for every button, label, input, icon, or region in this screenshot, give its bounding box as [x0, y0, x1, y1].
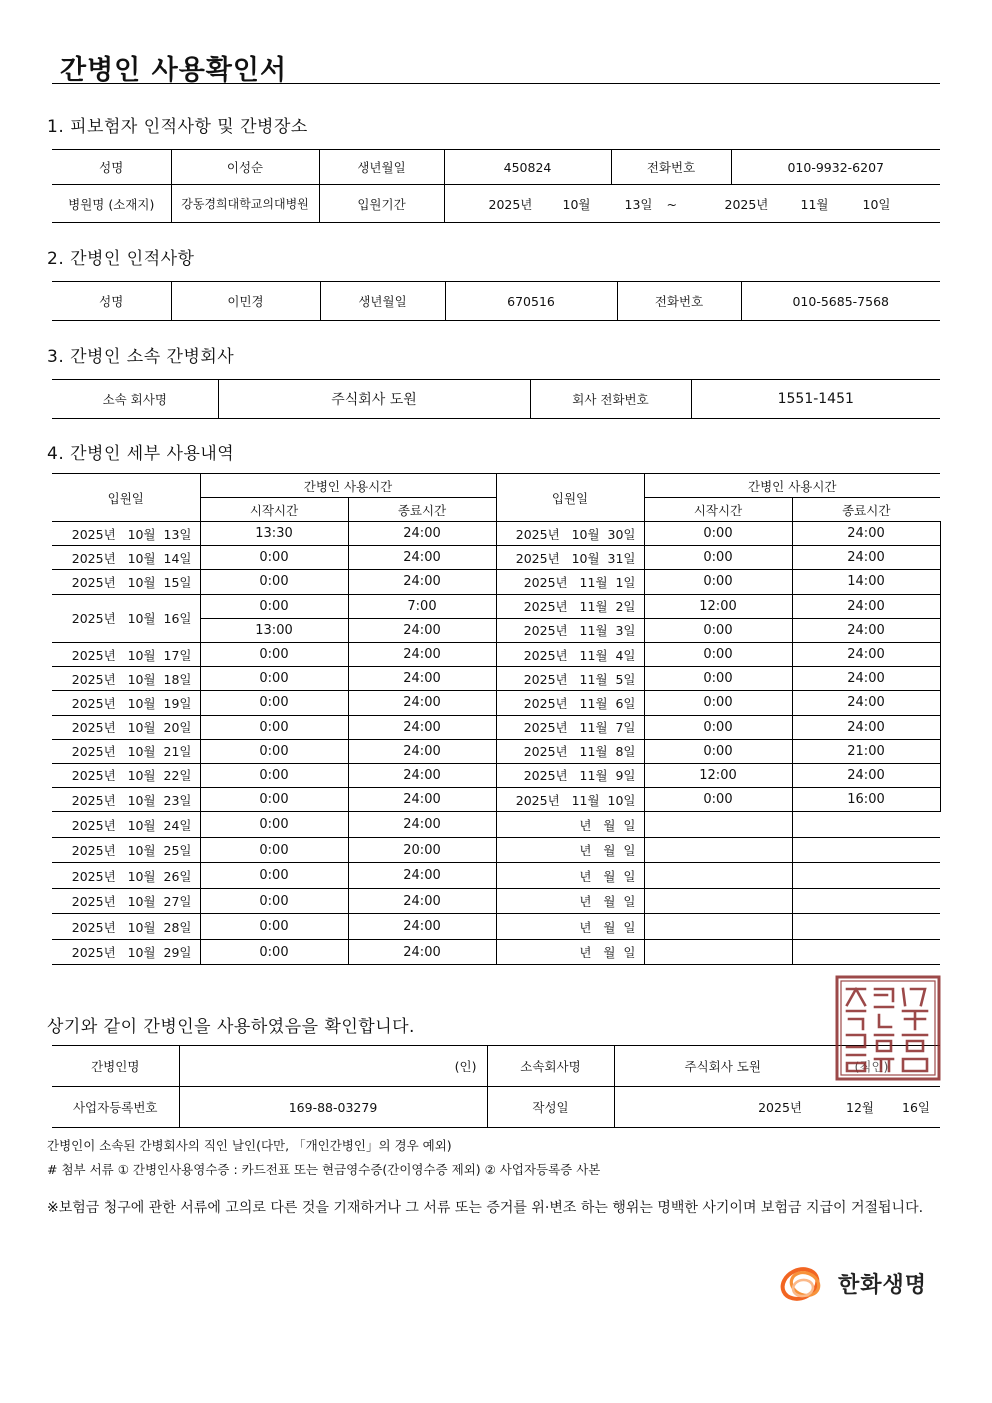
right-start-time: 0:00: [644, 642, 792, 666]
right-date: 년 월 일: [496, 939, 644, 965]
right-date: 2025년 11월 1일: [496, 570, 644, 594]
right-start-time: [644, 888, 792, 914]
period-end-year: 2025년: [724, 196, 769, 212]
left-end-time: 24:00: [348, 546, 496, 570]
right-start-time: [644, 863, 792, 889]
insured-birth-label: 생년월일: [319, 150, 444, 185]
company-phone-label: 회사 전화번호: [530, 380, 691, 419]
right-end-time: [792, 888, 940, 914]
right-start-time: 0:00: [644, 667, 792, 691]
right-start-time: 0:00: [644, 546, 792, 570]
right-end-time: 24:00: [792, 715, 940, 739]
caregiver-birth-label: 생년월일: [320, 282, 445, 321]
period-end-day: 10일: [862, 196, 891, 212]
usage-detail-table: [52, 473, 941, 965]
left-date: 2025년 10월 24일: [52, 812, 200, 838]
right-date: 2025년 11월 7일: [496, 715, 644, 739]
right-start-time: 0:00: [644, 618, 792, 642]
right-date: 2025년 10월 30일: [496, 522, 644, 546]
right-start-time: 0:00: [644, 691, 792, 715]
left-date: 2025년 10월 16일: [52, 594, 200, 642]
usage-row: [52, 739, 940, 763]
caregiver-birth-value: 670516: [445, 282, 617, 321]
left-end-time: 7:00: [348, 594, 496, 618]
usage-row: [52, 763, 940, 787]
caregiver-name-value: 이민경: [171, 282, 320, 321]
col-header-usage-right: 간병인 사용시간: [644, 474, 940, 498]
company-name-value: 주식회사 도원: [218, 380, 530, 419]
confirmation-statement: 상기와 같이 간병인을 사용하였음을 확인합니다.: [47, 1017, 415, 1037]
seal-note: 간병인이 소속된 간병회사의 직인 날인(다만, 「개인간병인」의 경우 예외): [47, 1138, 452, 1153]
usage-row: [52, 788, 940, 812]
left-start-time: 0:00: [200, 788, 348, 812]
left-end-time: 24:00: [348, 939, 496, 965]
insured-name-value: 이성순: [171, 150, 319, 185]
col-header-end-left: 종료시간: [348, 498, 496, 522]
insured-info-table: [52, 149, 940, 223]
written-date-cell: [614, 1087, 940, 1128]
caregiver-sign-label: 간병인명: [52, 1046, 179, 1087]
left-date: 2025년 10월 23일: [52, 788, 200, 812]
usage-row: [52, 863, 940, 889]
admission-period: [444, 185, 940, 223]
left-start-time: 0:00: [200, 812, 348, 838]
confirmation-table: [52, 1045, 940, 1128]
right-start-time: 0:00: [644, 715, 792, 739]
left-start-time: 0:00: [200, 914, 348, 940]
left-end-time: 24:00: [348, 763, 496, 787]
insured-birth-value: 450824: [444, 150, 611, 185]
written-month: 12월: [846, 1100, 874, 1115]
document-title: 간병인 사용확인서: [60, 55, 288, 86]
company-sign-label: 소속회사명: [487, 1046, 614, 1087]
left-date: 2025년 10월 15일: [52, 570, 200, 594]
right-end-time: 24:00: [792, 618, 940, 642]
caregiver-company-table: [52, 379, 940, 419]
left-start-time: 0:00: [200, 691, 348, 715]
insured-phone-label: 전화번호: [611, 150, 731, 185]
col-header-start-left: 시작시간: [200, 498, 348, 522]
left-end-time: 24:00: [348, 522, 496, 546]
fraud-warning: ※보험금 청구에 관한 서류에 고의로 다른 것을 기재하거나 그 서류 또는 증거를 위·변조 하는 행위는 명백한 사기이며 보험금 지급이 거절됩니다.: [47, 1200, 924, 1216]
right-end-time: 21:00: [792, 739, 940, 763]
left-date: 2025년 10월 20일: [52, 715, 200, 739]
right-start-time: 0:00: [644, 522, 792, 546]
col-header-start-right: 시작시간: [644, 498, 792, 522]
right-end-time: 24:00: [792, 642, 940, 666]
hospital-label: 병원명 (소재지): [52, 185, 171, 223]
company-sign-value: 주식회사 도원: [684, 1059, 761, 1074]
right-date: 2025년 11월 4일: [496, 642, 644, 666]
right-end-time: 14:00: [792, 570, 940, 594]
left-start-time: 0:00: [200, 739, 348, 763]
usage-row: [52, 522, 940, 546]
right-date: 2025년 11월 5일: [496, 667, 644, 691]
left-date: 2025년 10월 19일: [52, 691, 200, 715]
usage-row: [52, 594, 940, 618]
right-date: 년 월 일: [496, 863, 644, 889]
caregiver-seal-mark: (인): [179, 1046, 487, 1087]
caregiver-phone-label: 전화번호: [617, 282, 741, 321]
right-start-time: 0:00: [644, 788, 792, 812]
company-seal-mark: (직인): [854, 1059, 889, 1074]
left-start-time-2: 13:00: [200, 618, 348, 642]
bizno-label: 사업자등록번호: [72, 1100, 158, 1115]
insured-name-label: 성명: [52, 150, 171, 185]
right-start-time: 0:00: [644, 739, 792, 763]
left-start-time: 0:00: [200, 939, 348, 965]
left-start-time: 0:00: [200, 667, 348, 691]
left-date: 2025년 10월 29일: [52, 939, 200, 965]
left-end-time: 20:00: [348, 837, 496, 863]
left-end-time: 24:00: [348, 863, 496, 889]
usage-row: [52, 715, 940, 739]
left-start-time: 0:00: [200, 715, 348, 739]
left-start-time: 0:00: [200, 763, 348, 787]
right-start-time: 12:00: [644, 763, 792, 787]
period-separator: ~: [666, 196, 677, 212]
right-date: 년 월 일: [496, 812, 644, 838]
right-date: 2025년 11월 3일: [496, 618, 644, 642]
left-date: 2025년 10월 17일: [52, 642, 200, 666]
col-header-end-right: 종료시간: [792, 498, 940, 522]
written-day: 16일: [902, 1100, 930, 1115]
title-divider: [52, 83, 940, 84]
section4-heading: 4. 간병인 세부 사용내역: [47, 444, 235, 464]
left-date: 2025년 10월 14일: [52, 546, 200, 570]
left-start-time: 0:00: [200, 570, 348, 594]
left-end-time: 24:00: [348, 812, 496, 838]
right-start-time: 0:00: [644, 570, 792, 594]
usage-row: [52, 546, 940, 570]
company-seal-stamp: [835, 975, 941, 1081]
right-end-time: 24:00: [792, 667, 940, 691]
right-start-time: [644, 837, 792, 863]
hospital-value: 강동경희대학교의대병원: [171, 185, 319, 223]
right-end-time: 24:00: [792, 522, 940, 546]
insured-phone-value: 010-9932-6207: [731, 150, 940, 185]
usage-row: [52, 888, 940, 914]
left-end-time: 24:00: [348, 570, 496, 594]
period-start-month: 10월: [562, 196, 591, 212]
left-end-time: 24:00: [348, 888, 496, 914]
company-phone-value: 1551-1451: [691, 380, 940, 419]
bizno-value: 169-88-03279: [179, 1087, 487, 1128]
caregiver-phone-value: 010-5685-7568: [741, 282, 940, 321]
usage-row: [52, 812, 940, 838]
right-end-time: [792, 812, 940, 838]
left-date: 2025년 10월 13일: [52, 522, 200, 546]
left-date: 2025년 10월 26일: [52, 863, 200, 889]
period-label: 입원기간: [319, 185, 444, 223]
left-end-time: 24:00: [348, 691, 496, 715]
right-end-time: 24:00: [792, 594, 940, 618]
hanwha-logo-icon: [778, 1258, 832, 1308]
caregiver-info-table: [52, 281, 940, 321]
left-end-time: 24:00: [348, 914, 496, 940]
left-date: 2025년 10월 27일: [52, 888, 200, 914]
period-start-day: 13일: [624, 196, 653, 212]
right-date: 년 월 일: [496, 914, 644, 940]
left-date: 2025년 10월 18일: [52, 667, 200, 691]
right-date: 2025년 10월 31일: [496, 546, 644, 570]
attachment-note: # 첨부 서류 ① 간병인사용영수증 : 카드전표 또는 현금영수증(간이영수증 제외) ② 사업자등록증 사본: [47, 1162, 601, 1177]
col-header-date-right: 입원일: [496, 474, 644, 522]
left-date: 2025년 10월 28일: [52, 914, 200, 940]
written-year: 2025년: [758, 1100, 802, 1115]
right-end-time: 24:00: [792, 691, 940, 715]
left-end-time-2: 24:00: [348, 618, 496, 642]
usage-row: [52, 837, 940, 863]
right-date: 2025년 11월 2일: [496, 594, 644, 618]
right-date: 2025년 11월 8일: [496, 739, 644, 763]
caregiver-name-label: 성명: [99, 294, 124, 309]
right-end-time: 24:00: [792, 763, 940, 787]
right-date: 2025년 11월 10일: [496, 788, 644, 812]
left-start-time: 0:00: [200, 888, 348, 914]
right-end-time: [792, 837, 940, 863]
left-start-time: 0:00: [200, 546, 348, 570]
left-date: 2025년 10월 25일: [52, 837, 200, 863]
section2-heading: 2. 간병인 인적사항: [47, 249, 195, 269]
company-name-label: 소속 회사명: [102, 392, 167, 407]
right-start-time: [644, 812, 792, 838]
right-end-time: 24:00: [792, 546, 940, 570]
right-end-time: [792, 939, 940, 965]
right-date: 2025년 11월 9일: [496, 763, 644, 787]
usage-row: [52, 642, 940, 666]
col-header-usage-left: 간병인 사용시간: [200, 474, 496, 498]
right-date: 년 월 일: [496, 888, 644, 914]
left-end-time: 24:00: [348, 715, 496, 739]
left-end-time: 24:00: [348, 739, 496, 763]
period-start-year: 2025년: [488, 196, 533, 212]
brand-name: 한화생명: [838, 1272, 928, 1298]
right-date: 년 월 일: [496, 837, 644, 863]
right-start-time: [644, 939, 792, 965]
left-start-time: 0:00: [200, 594, 348, 618]
right-start-time: 12:00: [644, 594, 792, 618]
left-date: 2025년 10월 21일: [52, 739, 200, 763]
left-end-time: 24:00: [348, 642, 496, 666]
left-start-time: 0:00: [200, 863, 348, 889]
right-date: 2025년 11월 6일: [496, 691, 644, 715]
usage-row: [52, 570, 940, 594]
left-start-time: 0:00: [200, 837, 348, 863]
left-start-time: 0:00: [200, 642, 348, 666]
section1-heading: 1. 피보험자 인적사항 및 간병장소: [47, 117, 308, 137]
right-start-time: [644, 914, 792, 940]
right-end-time: 16:00: [792, 788, 940, 812]
usage-row: [52, 667, 940, 691]
usage-row: [52, 939, 940, 965]
left-end-time: 24:00: [348, 667, 496, 691]
left-date: 2025년 10월 22일: [52, 763, 200, 787]
col-header-date-left: 입원일: [52, 474, 200, 522]
usage-row: [52, 691, 940, 715]
written-date-label: 작성일: [487, 1087, 614, 1128]
hanwha-life-logo: [778, 1258, 938, 1308]
usage-row: [52, 914, 940, 940]
left-start-time: 13:30: [200, 522, 348, 546]
right-end-time: [792, 914, 940, 940]
right-end-time: [792, 863, 940, 889]
left-end-time: 24:00: [348, 788, 496, 812]
period-end-month: 11월: [800, 196, 829, 212]
section3-heading: 3. 간병인 소속 간병회사: [47, 347, 235, 367]
